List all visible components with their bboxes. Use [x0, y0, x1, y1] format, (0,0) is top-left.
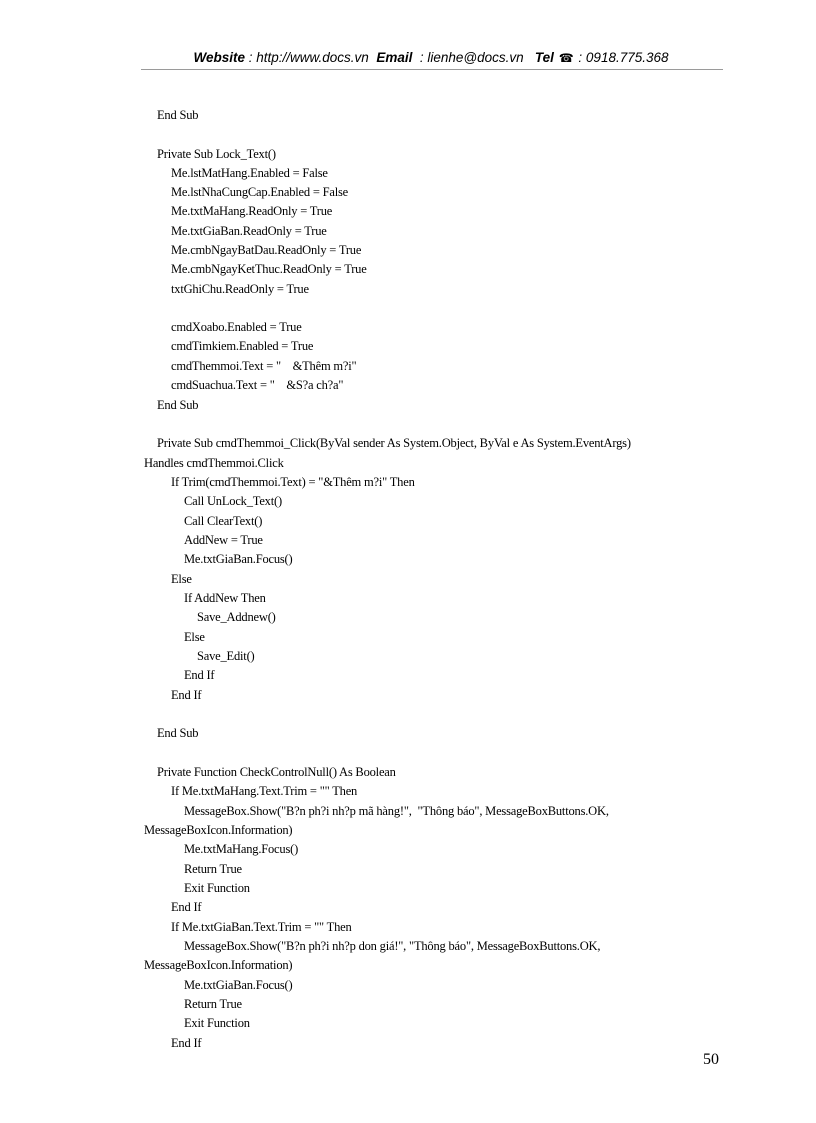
- code-line: Me.cmbNgayKetThuc.ReadOnly = True: [171, 262, 367, 276]
- website-separator: :: [244, 50, 257, 65]
- code-line: MessageBox.Show("B?n ph?i nh?p don giá!", "Thông báo", MessageBoxButtons.OK,: [184, 939, 601, 953]
- code-line: AddNew = True: [184, 533, 263, 547]
- page-number: 50: [703, 1051, 719, 1068]
- code-line: If Me.txtGiaBan.Text.Trim = "" Then: [171, 920, 352, 934]
- code-line: Call UnLock_Text(): [184, 494, 282, 508]
- code-line: cmdSuachua.Text = " &S?a ch?a": [171, 378, 344, 392]
- code-line: End If: [171, 900, 202, 914]
- code-line: End If: [171, 1036, 202, 1050]
- code-line: cmdTimkiem.Enabled = True: [171, 339, 314, 353]
- code-line: Handles cmdThemmoi.Click: [144, 456, 284, 470]
- code-line: cmdThemmoi.Text = " &Thêm m?i": [171, 359, 357, 373]
- code-line: Private Sub Lock_Text(): [157, 147, 276, 161]
- code-line: End If: [171, 688, 202, 702]
- code-line: If Me.txtMaHang.Text.Trim = "" Then: [171, 784, 358, 798]
- code-line: Return True: [184, 862, 242, 876]
- code-line: Me.lstMatHang.Enabled = False: [171, 166, 328, 180]
- tel-value: 0918.775.368: [585, 50, 669, 65]
- code-line: Me.txtGiaBan.Focus(): [184, 552, 293, 566]
- code-line: End Sub: [157, 726, 199, 740]
- code-line: Exit Function: [184, 881, 250, 895]
- code-line: End Sub: [157, 108, 199, 122]
- email-value[interactable]: lienhe@docs.vn: [427, 50, 524, 65]
- code-line: Else: [171, 572, 192, 586]
- header-divider: [141, 69, 723, 70]
- code-line: If Trim(cmdThemmoi.Text) = "&Thêm m?i" Then: [171, 475, 415, 489]
- code-line: MessageBox.Show("B?n ph?i nh?p mã hàng!", "Thông báo", MessageBoxButtons.OK,: [184, 804, 609, 818]
- tel-label: Tel: [534, 50, 554, 65]
- code-line: Exit Function: [184, 1016, 250, 1030]
- code-line: Me.lstNhaCungCap.Enabled = False: [171, 185, 349, 199]
- code-line: If AddNew Then: [184, 591, 266, 605]
- code-line: Me.cmbNgayBatDau.ReadOnly = True: [171, 243, 362, 257]
- code-line: Return True: [184, 997, 242, 1011]
- code-line: txtGhiChu.ReadOnly = True: [171, 282, 309, 296]
- website-label: Website: [193, 50, 245, 65]
- tel-separator: :: [574, 50, 586, 65]
- code-line: MessageBoxIcon.Information): [144, 958, 293, 972]
- code-line: cmdXoabo.Enabled = True: [171, 320, 302, 334]
- email-label: Email: [376, 50, 413, 65]
- email-separator: :: [416, 50, 428, 65]
- telephone-icon: ☎: [558, 51, 574, 65]
- code-line: Private Sub cmdThemmoi_Click(ByVal sender As System.Object, ByVal e As System.EventArgs): [157, 436, 631, 450]
- code-line: End Sub: [157, 398, 199, 412]
- code-line: Me.txtGiaBan.ReadOnly = True: [171, 224, 327, 238]
- code-line: Me.txtMaHang.ReadOnly = True: [171, 204, 333, 218]
- page-header: [0, 50, 816, 65]
- code-line: Save_Edit(): [197, 649, 255, 663]
- website-url[interactable]: http://www.docs.vn: [256, 50, 369, 65]
- code-line: Me.txtGiaBan.Focus(): [184, 978, 293, 992]
- code-line: End If: [184, 668, 215, 682]
- code-line: Save_Addnew(): [197, 610, 276, 624]
- code-line: MessageBoxIcon.Information): [144, 823, 293, 837]
- code-line: Me.txtMaHang.Focus(): [184, 842, 299, 856]
- code-line: Else: [184, 630, 205, 644]
- code-line: Private Function CheckControlNull() As Boolean: [157, 765, 396, 779]
- code-line: Call ClearText(): [184, 514, 263, 528]
